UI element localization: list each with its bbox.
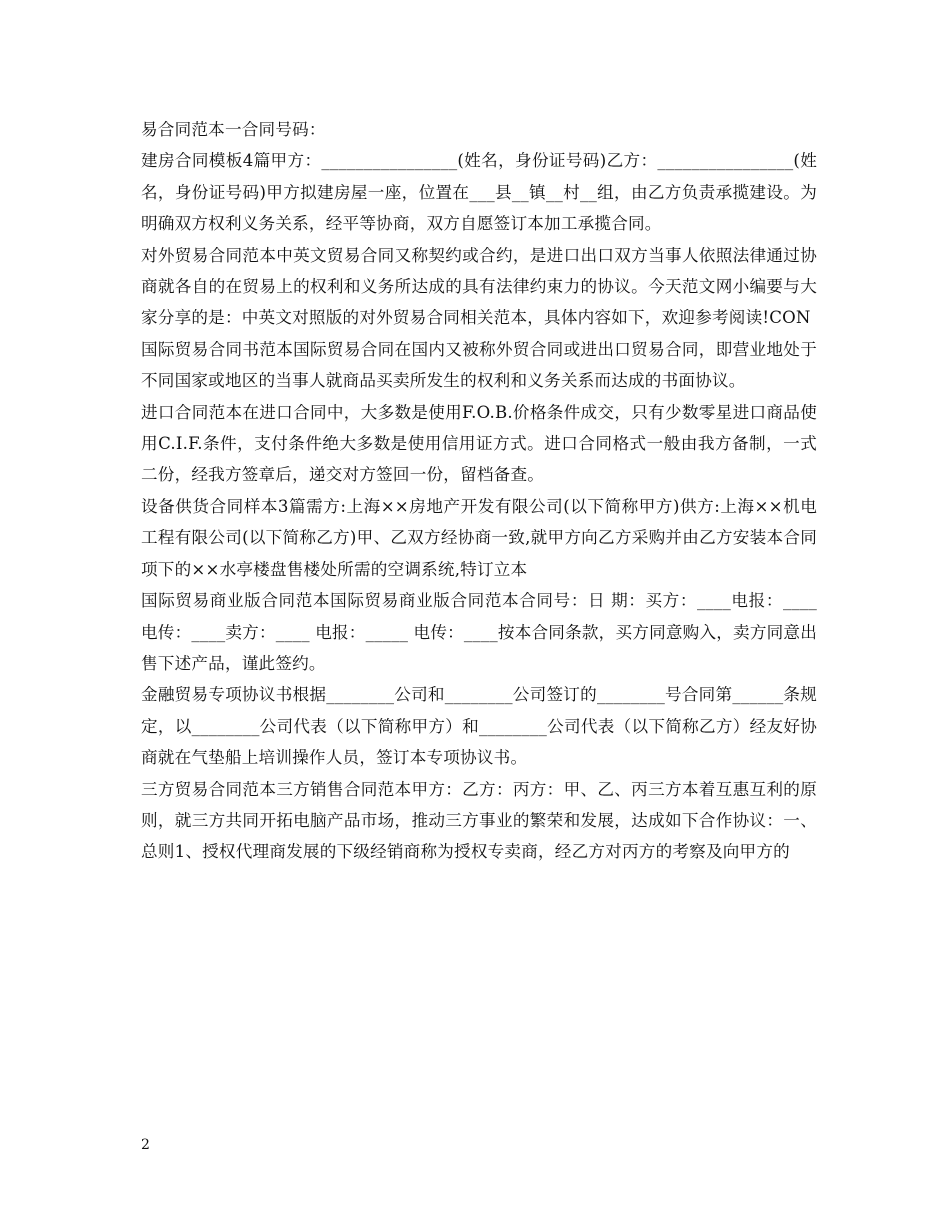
paragraph-finance-agreement: 金融贸易专项协议书根据________公司和________公司签订的________号合同第______条规定，以________公司代表（以下简称甲方）和________公司代表（以下简称乙方）经友好协商就在气垫船上培训操作人员，签订本专项协议书。 <box>141 685 817 768</box>
paragraph-international-trade-contract: 国际贸易合同书范本国际贸易合同在国内又被称外贸合同或进出口贸易合同，即营业地处于不同国家或地区的当事人就商品买卖所发生的权利和义务关系而达成的书面协议。 <box>141 339 817 391</box>
paragraph-heading-fragment: 易合同范本一合同号码： <box>141 120 326 139</box>
paragraph-equipment-supply-contract: 设备供货合同样本3篇需方:上海××房地产开发有限公司(以下简称甲方)供方:上海××机电工程有限公司(以下简称乙方)甲、乙双方经协商一致,就甲方向乙方采购并由乙方安装本合同项下的××水亭楼盘售楼处所需的空调系统,特订立本 <box>141 496 817 579</box>
page-number: 2 <box>141 1137 150 1153</box>
document-body <box>141 114 817 868</box>
paragraph-import-contract: 进口合同范本在进口合同中，大多数是使用F.O.B.价格条件成交，只有少数零星进口商品使用C.I.F.条件，支付条件绝大多数是使用信用证方式。进口合同格式一般由我方备制，一式二份，经我方签章后，递交对方签回一份，留档备查。 <box>141 402 817 485</box>
paragraph-foreign-trade-contract: 对外贸易合同范本中英文贸易合同又称契约或合约，是进口出口双方当事人依照法律通过协商就各自的在贸易上的权利和义务所达成的具有法律约束力的协议。今天范文网小编要与大家分享的是：中英文对照版的对外贸易合同相关范本，具体内容如下，欢迎参考阅读!CON <box>141 245 817 328</box>
paragraph-commercial-contract: 国际贸易商业版合同范本国际贸易商业版合同范本合同号：日 期：买方：____电报：____ 电传：____卖方：____ 电报：_____ 电传：____按本合同条款，买方同意购入，卖方同意出售下述产品，谨此签约。 <box>141 591 818 673</box>
paragraph-tripartite-contract: 三方贸易合同范本三方销售合同范本甲方：乙方：丙方：甲、乙、丙三方本着互惠互利的原则，就三方共同开拓电脑产品市场，推动三方事业的繁荣和发展，达成如下合作协议：一、总则1、授权代理商发展的下级经销商称为授权专卖商，经乙方对丙方的考察及向甲方的 <box>141 779 817 862</box>
paragraph-building-contract: 建房合同模板4篇甲方：________________(姓名，身份证号码)乙方：________________(姓名，身份证号码)甲方拟建房屋一座，位置在___县__镇__村__组，由乙方负责承揽建设。为明确双方权利义务关系，经平等协商，双方自愿签订本加工承揽合同。 <box>141 151 817 234</box>
